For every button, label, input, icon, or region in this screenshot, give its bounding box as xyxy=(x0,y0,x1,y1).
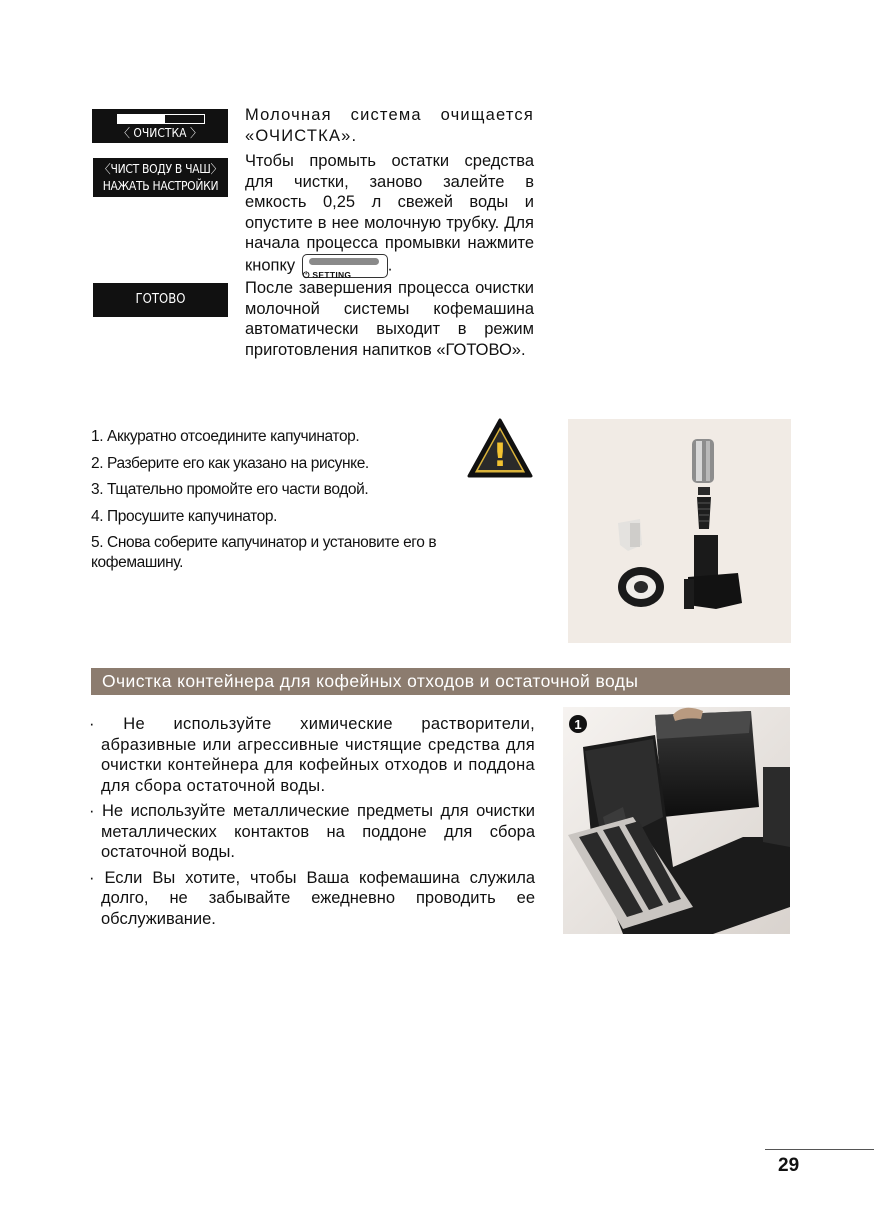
paragraph-rinse xyxy=(245,151,534,278)
svg-text:◦: ◦ xyxy=(632,575,635,581)
section-title: Очистка контейнера для кофейных отходов и остаточной воды xyxy=(91,668,790,695)
cleaning-warnings-list xyxy=(89,714,535,934)
display-rinse xyxy=(93,158,228,197)
list-item: · Если Вы хотите, чтобы Ваша кофемашина служила долго, не забывайте ежедневно проводить ее обслуживание. xyxy=(89,868,535,928)
list-item: · Не используйте химические растворители, абразивные или агрессивные чистящие средства для очистки контейнера для кофейных отходов и поддона для сбора остаточной воды. xyxy=(89,715,535,795)
page-number: 29 xyxy=(778,1155,800,1176)
list-item: · Не используйте металлические предметы для очистки металлических контактов на поддоне для сбора остаточной воды. xyxy=(89,802,535,861)
step-item: 3. Тщательно промойте его части водой. xyxy=(91,481,369,498)
step-item: 1. Аккуратно отсоедините капучинатор. xyxy=(91,428,360,445)
cleaning-progress-fill xyxy=(118,115,165,123)
display-cleaning xyxy=(92,109,228,143)
warning-symbol: ! xyxy=(492,436,508,474)
step-item: 2. Разберите его как указано на рисунке. xyxy=(91,454,369,472)
display-cleaning-label: 〈 ОЧИСТКА 〉 xyxy=(117,126,202,140)
footer-rule xyxy=(765,1149,874,1150)
step-item: 4. Просушите капучинатор. xyxy=(91,507,277,525)
step-item: 5. Снова соберите капучинатор и установите его в кофемашину. xyxy=(91,534,437,571)
paragraph-cleaning: Молочная система очищается «ОЧИСТКА». xyxy=(245,106,534,145)
paragraph-rinse-text: Чтобы промыть остатки средства для чистки, заново залейте в емкость 0,25 л свежей воды и опустите в нее молочную трубку. Для начала процесса промывки нажмите кнопку xyxy=(245,152,534,274)
cleaning-progress-bar xyxy=(117,114,205,124)
warning-icon xyxy=(467,418,533,478)
display-rinse-line1: 〈ЧИСТ ВОДУ В ЧАШ〉 xyxy=(98,162,223,176)
setting-button-label: SETTING xyxy=(312,269,352,280)
display-ready: ГОТОВО xyxy=(93,283,228,317)
cappuccinator-steps xyxy=(91,424,471,573)
cappuccinator-parts-image xyxy=(568,419,791,643)
display-rinse-line2: НАЖАТЬ НАСТРОЙКИ xyxy=(102,179,219,193)
paragraph-finish: После завершения процесса очистки молочной системы кофемашина автоматически выходит в режим приготовления напитков «ГОТОВО». xyxy=(245,279,534,359)
setting-button-icon xyxy=(302,254,388,278)
step-badge: 1 xyxy=(574,717,582,732)
power-icon: ⏻ xyxy=(302,269,310,280)
paragraph-rinse-end: . xyxy=(387,255,393,274)
drip-tray-image xyxy=(563,707,790,934)
